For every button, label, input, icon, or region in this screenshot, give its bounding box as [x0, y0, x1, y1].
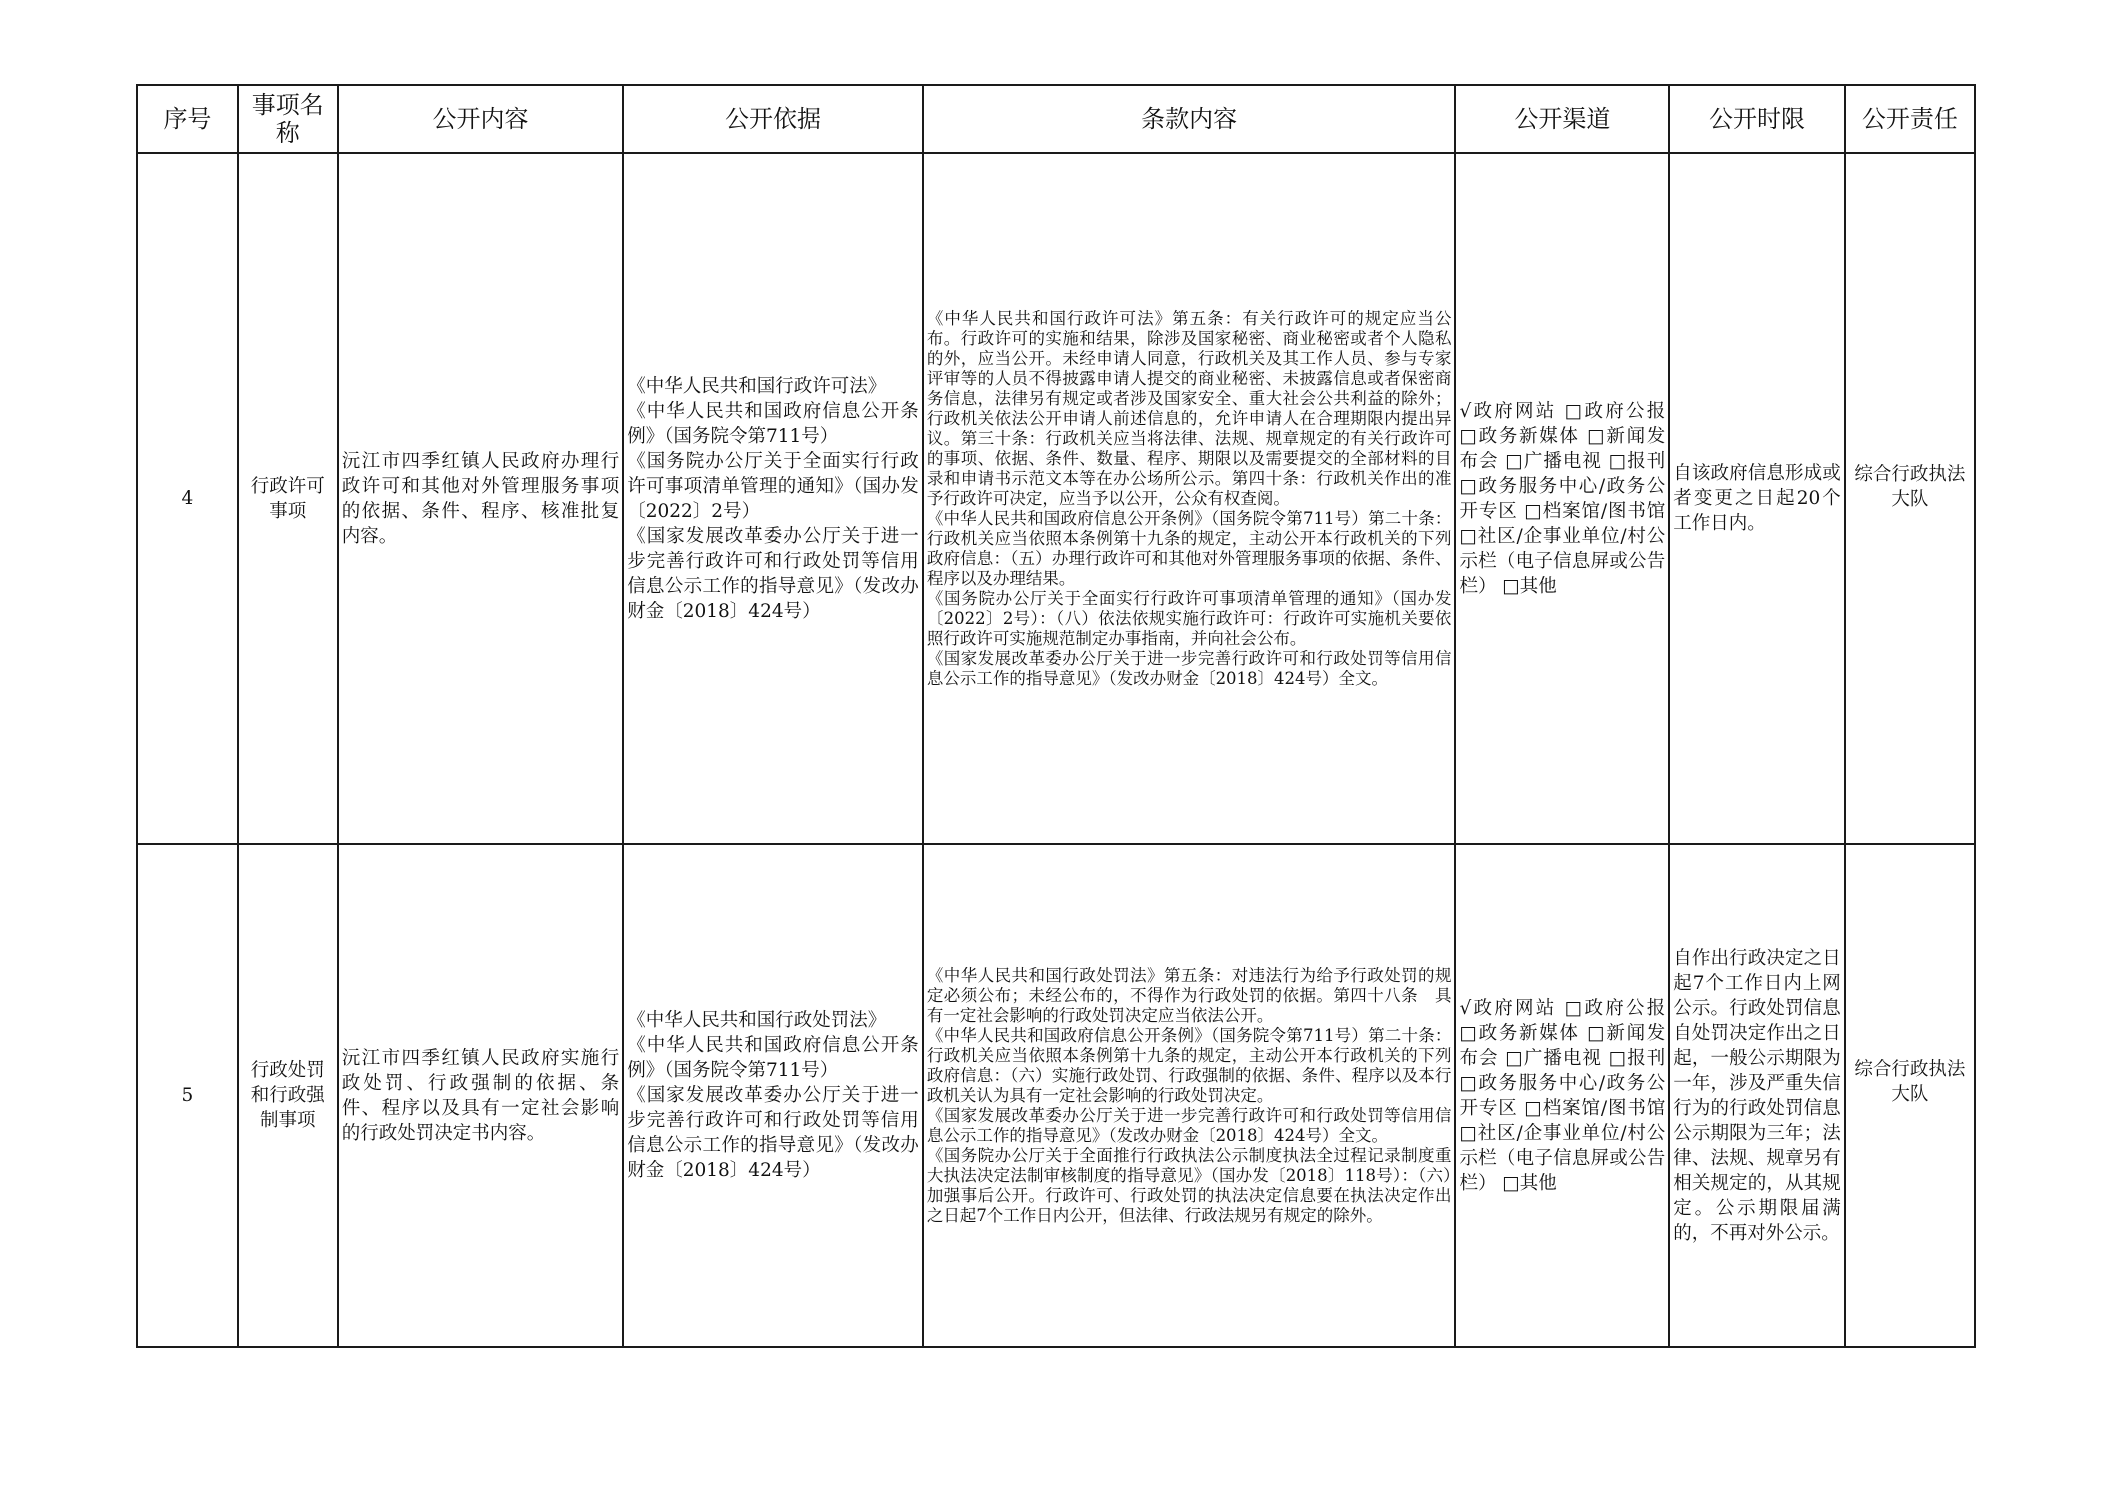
row-time-limit: 自该政府信息形成或者变更之日起20个工作日内。	[1669, 153, 1845, 844]
clause-paragraph: 《国务院办公厅关于全面推行行政执法公示制度执法全过程记录制度重大执法决定法制审核制度的指导意见》（国办发〔2018〕118号）：（六）加强事后公开。行政许可、行政处罚的执法决定信息要在执法决定作出之日起7个工作日内公开，但法律、行政法规另有规定的除外。	[926, 1145, 1452, 1225]
header-seq: 序号	[137, 85, 238, 153]
header-name: 事项名称	[238, 85, 338, 153]
row-seq: 5	[137, 844, 238, 1347]
row-item-name: 行政许可事项	[238, 153, 338, 844]
basis-line: 《国家发展改革委办公厅关于进一步完善行政许可和行政处罚等信用信息公示工作的指导意见》（发改办财金〔2018〕424号）	[627, 1085, 919, 1181]
basis-line: 《国家发展改革委办公厅关于进一步完善行政许可和行政处罚等信用信息公示工作的指导意见》（发改办财金〔2018〕424号）	[627, 525, 919, 622]
header-row	[137, 85, 1975, 153]
basis-line: 《中华人民共和国行政许可法》	[627, 375, 887, 397]
responsibility-text: 综合行政执法大队	[1854, 464, 1966, 510]
clause-paragraph: 《中华人民共和国政府信息公开条例》（国务院令第711号）第二十条：行政机关应当依照本条例第十九条的规定，主动公开本行政机关的下列政府信息：（六）实施行政处罚、行政强制的依据、条件、程序以及本行政机关认为具有一定社会影响的行政处罚决定。	[926, 1025, 1452, 1105]
header-clause: 条款内容	[923, 85, 1456, 153]
disclosure-table	[136, 84, 1976, 1348]
row-responsibility	[1845, 844, 1975, 1347]
row-seq: 4	[137, 153, 238, 844]
header-channel: 公开渠道	[1455, 85, 1669, 153]
row-content: 沅江市四季红镇人民政府实施行政处罚、行政强制的依据、条件、程序以及具有一定社会影响的行政处罚决定书内容。	[338, 844, 623, 1347]
row-channel: √政府网站 □政府公报 □政务新媒体 □新闻发布会 □广播电视 □报刊 □政务服务中心/政务公开专区 □档案馆/图书馆 □社区/企事业单位/村公示栏（电子信息屏或公告栏） □其他	[1455, 844, 1669, 1347]
header-content: 公开内容	[338, 85, 623, 153]
clause-paragraph: 《中华人民共和国行政处罚法》第五条：对违法行为给予行政处罚的规定必须公布；未经公布的，不得作为行政处罚的依据。第四十八条 具有一定社会影响的行政处罚决定应当依法公开。	[926, 965, 1452, 1025]
row-basis	[623, 153, 923, 844]
table-row	[137, 153, 1975, 844]
table-row	[137, 844, 1975, 1347]
clause-paragraph: 《中华人民共和国行政许可法》第五条：有关行政许可的规定应当公布。行政许可的实施和结果，除涉及国家秘密、商业秘密或者个人隐私的外，应当公开。未经申请人同意，行政机关及其工作人员、参与专家评审等的人员不得披露申请人提交的商业秘密、未披露信息或者保密商务信息，法律另有规定或者涉及国家安全、重大社会公共利益的除外；行政机关依法公开申请人前述信息的，允许申请人在合理期限内提出异议。第三十条：行政机关应当将法律、法规、规章规定的有关行政许可的事项、依据、条件、数量、程序、期限以及需要提交的全部材料的目录和申请书示范文本等在办公场所公示。第四十条：行政机关作出的准予行政许可决定，应当予以公开，公众有权查阅。	[926, 308, 1452, 508]
row-clause	[923, 153, 1456, 844]
row-channel: √政府网站 □政府公报 □政务新媒体 □新闻发布会 □广播电视 □报刊 □政务服务中心/政务公开专区 □档案馆/图书馆 □社区/企事业单位/村公示栏（电子信息屏或公告栏） □其他	[1455, 153, 1669, 844]
clause-paragraph: 《国务院办公厅关于全面实行行政许可事项清单管理的通知》（国办发〔2022〕2号）：（八）依法依规实施行政许可：行政许可实施机关要依照行政许可实施规范制定办事指南，并向社会公布。	[926, 588, 1452, 648]
basis-line: 《国务院办公厅关于全面实行行政许可事项清单管理的通知》（国办发〔2022〕2号）	[627, 450, 919, 522]
header-time: 公开时限	[1669, 85, 1845, 153]
row-time-limit: 自作出行政决定之日起7个工作日内上网公示。行政处罚信息自处罚决定作出之日起，一般公示期限为一年，涉及严重失信行为的行政处罚信息公示期限为三年；法律、法规、规章另有相关规定的，从其规定。公示期限届满的，不再对外公示。	[1669, 844, 1845, 1347]
row-responsibility	[1845, 153, 1975, 844]
basis-line: 《中华人民共和国政府信息公开条例》（国务院令第711号）	[627, 400, 919, 447]
basis-line: 《中华人民共和国政府信息公开条例》（国务院令第711号）	[627, 1035, 919, 1081]
responsibility-text: 综合行政执法大队	[1854, 1059, 1966, 1105]
header-responsibility: 公开责任	[1845, 85, 1975, 153]
basis-line: 《中华人民共和国行政处罚法》	[627, 1010, 887, 1031]
header-basis: 公开依据	[623, 85, 923, 153]
clause-paragraph: 《国家发展改革委办公厅关于进一步完善行政许可和行政处罚等信用信息公示工作的指导意见》（发改办财金〔2018〕424号）全文。	[926, 1105, 1452, 1145]
row-content: 沅江市四季红镇人民政府办理行政许可和其他对外管理服务事项的依据、条件、程序、核准批复内容。	[338, 153, 623, 844]
clause-paragraph: 《国家发展改革委办公厅关于进一步完善行政许可和行政处罚等信用信息公示工作的指导意见》（发改办财金〔2018〕424号）全文。	[926, 648, 1452, 688]
clause-paragraph: 《中华人民共和国政府信息公开条例》（国务院令第711号）第二十条：行政机关应当依照本条例第十九条的规定，主动公开本行政机关的下列政府信息：（五）办理行政许可和其他对外管理服务事项的依据、条件、程序以及办理结果。	[926, 508, 1452, 588]
row-item-name: 行政处罚和行政强制事项	[238, 844, 338, 1347]
row-basis	[623, 844, 923, 1347]
row-clause	[923, 844, 1456, 1347]
